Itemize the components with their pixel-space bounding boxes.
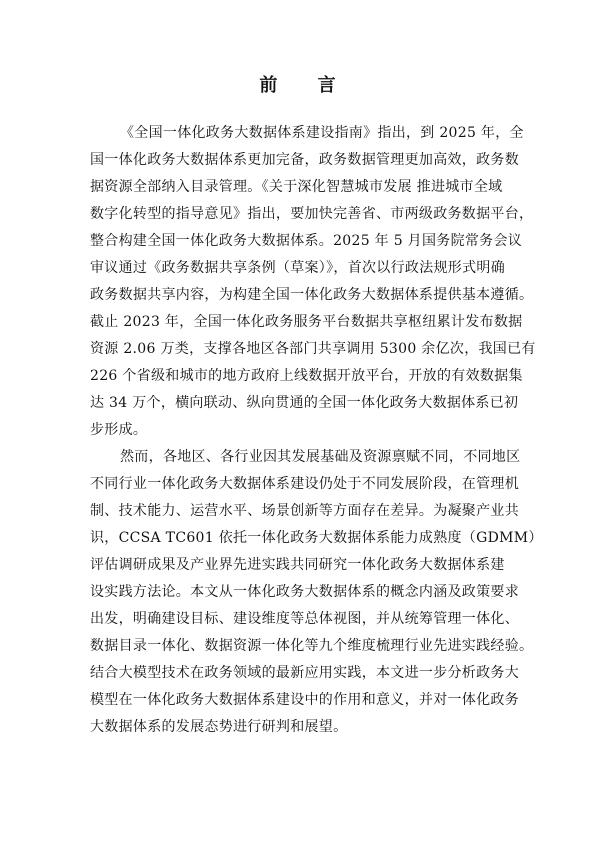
paragraph-2-line: 制、技术能力、运营水平、场景创新等方面存在差异。为凝聚产业共 xyxy=(90,503,519,519)
paragraph-1-line: 整合构建全国一体化政务大数据体系。2025 年 5 月国务院常务会议 xyxy=(90,233,523,249)
paragraph-2-line: 评估调研成果及产业界先进实践共同研究一体化政务大数据体系建 xyxy=(90,557,505,573)
paragraph-1-line: 据资源全部纳入目录管理。《关于深化智慧城市发展 推进城市全域 xyxy=(90,179,503,195)
paragraph-2-line: 出发，明确建设目标、建设维度等总体视图，并从统筹管理一体化、 xyxy=(90,611,519,627)
body-text xyxy=(90,120,543,741)
paragraph-1-line: 达 34 万个，横向联动、纵向贯通的全国一体化政务大数据体系已初 xyxy=(90,395,519,411)
paragraph-1-line: 审议通过《政务数据共享条例（草案）》，首次以行政法规形式明确 xyxy=(90,260,505,276)
paragraph-1-line: 资源 2.06 万类，支撑各地区各部门共享调用 5300 余亿次，我国已有 xyxy=(90,341,536,357)
paragraph-2-line: 然而，各地区、各行业因其发展基础及资源禀赋不同，不同地区 xyxy=(120,449,521,465)
paragraph-2-line: 模型在一体化政务大数据体系建设中的作用和意义，并对一体化政务 xyxy=(90,692,519,708)
paragraph-2-line: 大数据体系的发展态势进行研判和展望。 xyxy=(90,719,348,735)
paragraph-1-line: 数字化转型的指导意见》指出，要加快完善省、市两级政务数据平台， xyxy=(90,206,534,222)
paragraph-1-line: 226 个省级和城市的地方政府上线数据开放平台，开放的有效数据集 xyxy=(90,368,523,384)
page-title: 前 言 xyxy=(259,75,353,96)
paragraph-2-line: 设实践方法论。本文从一体化政务大数据体系的概念内涵及政策要求 xyxy=(90,584,519,600)
paragraph-1-line: 步形成。 xyxy=(90,422,148,438)
paragraph-2-line: 结合大模型技术在政务领域的最新应用实践，本文进一步分析政务大 xyxy=(90,665,519,681)
paragraph-1-line: 政务数据共享内容，为构建全国一体化政务大数据体系提供基本遵循。 xyxy=(90,287,534,303)
paragraph-2-line: 识，CCSA TC601 依托一体化政务大数据体系能力成熟度（GDMM） xyxy=(90,530,543,546)
paragraph-2-line: 不同行业一体化政务大数据体系建设仍处于不同发展阶段，在管理机 xyxy=(90,476,519,492)
paragraph-2-line: 数据目录一体化、数据资源一体化等九个维度梳理行业先进实践经验。 xyxy=(90,638,534,654)
paragraph-1-line: 截止 2023 年，全国一体化政务服务平台数据共享枢纽累计发布数据 xyxy=(90,314,523,330)
paragraph-1-line: 《全国一体化政务大数据体系建设指南》指出，到 2025 年，全 xyxy=(120,125,524,141)
paragraph-1-line: 国一体化政务大数据体系更加完备，政务数据管理更加高效，政务数 xyxy=(90,152,519,168)
